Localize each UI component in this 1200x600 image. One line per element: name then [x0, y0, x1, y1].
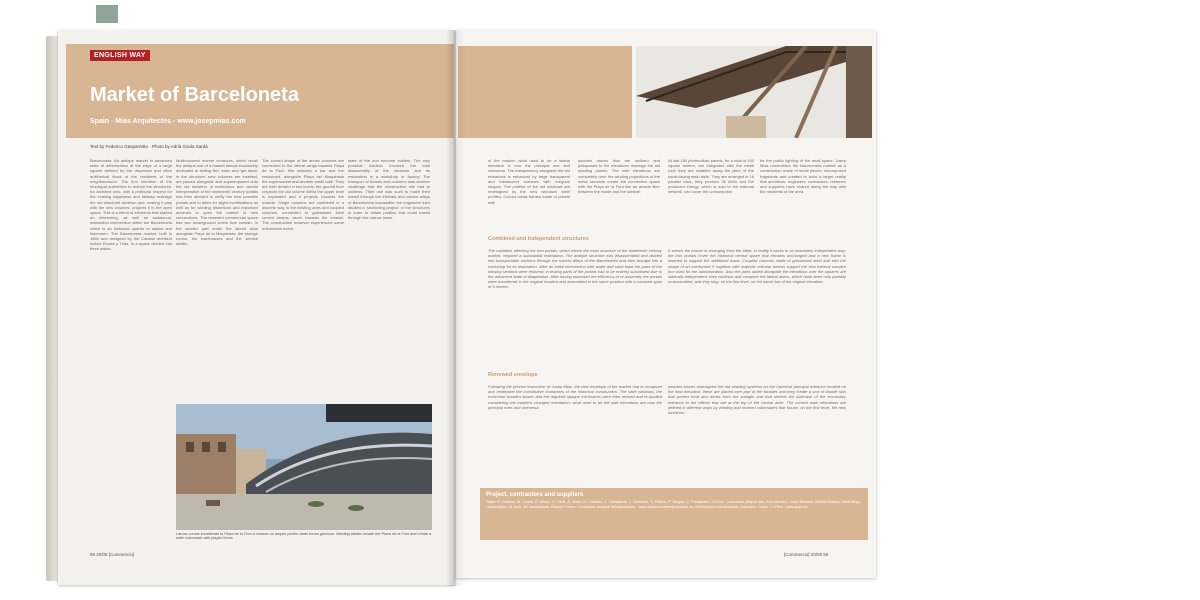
folio-right: [Commercio] 20/08 69 [784, 552, 829, 557]
supplier-title: Project, contractors and suppliers [486, 492, 584, 498]
section-heading-structures: Combined and independent structures [488, 236, 589, 242]
article-subtitle: Spain - Mias Arquitectes - www.josepmias.com [90, 118, 246, 125]
section-tag: ENGLISH WAY [90, 50, 150, 61]
article-title: Market of Barceloneta [90, 84, 299, 106]
text-column-6: wooden staves that are inclined and juxtaposed to the elevations redesign the old shading panels. The side elevations are completely new: the winding projections of the metal structure create the connective space with the Plaça de la Font like an arcade filter between the inside and the outside. [578, 158, 660, 195]
structures-text-left: The oxidation affecting the iron portals, which where the main structure of the nineteenth century market, required a substantial restoration. The antique structure was disassembled and divided into transportable sections through the narrow alleys of the Barceloneta and then brought into a workshop for its restoration. After an initial intervention with water and sand blast the parts of the missing sections were restored, in testing parts of the portals had to be entirely substituted due to the advanced state of dilapidation. After having assessed the efficiency of re-assembly the portals were transferred to the original location and assembled in the same position with a constant span of 5 meters. [488, 248, 662, 290]
photo-caption: Lamas curvas invadiendo la Plaza de la Font a crearan un amplio pórtico dado forma glociosa. Winding blades invade the Plaza de la Font and create a wide colonnade with playful forms [176, 532, 432, 540]
article-credit: Text by Federico Gasparretto · Photo by Adrià Goula Sardà [90, 144, 208, 149]
text-column-7: At last 180 photovoltaic panels, for a total of 150 square meters, are integrated with the metal roof: they are installed along the pitch of the south-facing main aisle. They are arranged in 18 parallel rows, they produce 35 kW/h and the produced energy, which is sold to the national network, can cover the consumption [668, 158, 754, 195]
market-photo-illustration [176, 404, 432, 530]
text-column-1: Barceloneta. An antique market in advanced state of deterioration at the edge of a large square defined by the dispersed and often antithetical flows of the residents of the neighbourhood. The firm intention of the municipal authorities to restore the structures. An architect who, with a profound respect for the existing happiness and fantasy redesign the old structural skeleton and, making it play with the new volumes, projects it in the open space. This is a blend of elements that started an interesting, as well as audacious, restoration intervention within the Barceloneta which is an historical quarter of sailors and fishermen. The Barceloneta market, built in 1884 and designed by the Catalan architect Antoni Rovira y Trias, is a space divided into three aisles. [90, 158, 172, 252]
structures-text-right: It seems the former is emerging from the latter, in reality it works in an absolutely independent way: the iron portals cover the historical central space that remains unchanged and a new frame is inserted to support the additional loads. Coupled columns made of galvanised steel and with the shape of an overturned V together with majestic reticular beams support the new internal wooden box used for the administration. Also the parts added alongside the elevations over the squares are statically independent: they continue and complete the lateral aisles, which have been only partially re-assembled, and they stop, on the first level, on the same line of the original elevation. [668, 248, 846, 285]
envelope-text-left: Following the precise instruction of Josep Mias, the new envelope of the market had to recapture and reinterpret the constitutive characters of the historical construction. The wide windows, the horizontal wooden staves and the required opaque enclosures were then revised and re-studied considering the market's changed orientation: what used to be the side elevations are now the principal ones and viceversa. [488, 384, 662, 410]
envelope-text-right: wooden staves redesigned the old shading systems on the historical principal entrance located on the east elevation; these are placed over part of the facades and they create a sort of double skin that protect food and drinks from the sunlight and that shields the staircase of the secondary entrance to the offices that are at the top of the central aisle. The current main elevations are defined in different ways by winding and inclined colonnades that house, on the first level, the new functions. [668, 384, 846, 416]
text-column-5: of the market: what used to be a lateral elevation is now the principal one and viceversa. The transparency alongside the old entrances is enhanced by large transparent and translucent surfaces with irregular shapes. The profiles of the old windows are redesigned by the new windows' steel profiles. Curved metal frames made of panels with [488, 158, 570, 205]
text-column-3: The curved shape of the annex volumes are connected to the lateral wings towards Plaça de la Font: this includes a bar and the restaurant, alongside Plaça del Maquinista the supermarket and another small café. They are both divided in two levels, the ground floor respects the old volume whilst the upper level is expanded and it projects towards the outside. Single columns are combined in a discrete way to the existing ones and coupled columns, connected to galvanised steel curved beams, storm towards the outside. The construction however experienced some unforeseen event. [262, 158, 344, 231]
text-column-8: for the public lighting of the retail space. Josep Mias remembers the Barceloneta market as a construction made of small pieces, recomposed fragments and created to build a larger reality that architects, engineers, contractors, restorers and suppliers have shared along the way with the residents of the area. [760, 158, 846, 195]
supplier-text: Team: A. Toulese, M. Cases, E. Alfonz, D. Hells, A. Velas, N. Cantallo, J. Carballeda, C. Martinez, S. Ribera, P. Vargas, D. Fernandez, S.Rock. Consultant: Miquel Alio, Ana Navarro, Josef Miramis, BOMA Bruiers, Studi Mogu i Associates, J4 Jock, 3B Installations. Ramon Forres. Contractor: Arciane Infrastructures - www.acciona-infraestructuras.es; Mechanical and electrical: Gonzalez. Solar: J.J.Pina - www.gaia.es [486, 500, 861, 509]
folio-left: 68 20/08 [Commercio] [90, 552, 135, 557]
section-heading-envelope: Renewed envelope [488, 372, 538, 378]
roof-photo [636, 46, 872, 138]
right-header-band [458, 46, 632, 138]
market-photo [176, 404, 432, 530]
supplier-box [480, 488, 868, 540]
spine-gutter [446, 30, 466, 586]
bookmark-ribbon [96, 5, 118, 23]
roof-photo-illustration [636, 46, 872, 138]
text-column-2: Multicoloured marine creatures, which recall the antique use of a market almost exclusively dedicated at selling fish, swim and 'get stuck' in the structure: new volumes are inserted, are placed alongside and superimposed onto the old skeleton. A meticulous and careful interpretation of the nineteenth century portals has then allowed to verify the new possible portals and to allow for slight modifications as well as for winding distortions and important annexes to open the market to new connections. The renewed commercial space has two underground levels that contain, in the smaller part under the lateral aisle alongside Plaça de la Maquinista, the storage rooms, the warehouses and the service shafts. [176, 158, 258, 247]
text-column-4: state of the iron become evident. The only possible solution involved the total disassembly of the structure and its restoration in a workshop or factory. The transport of beams and columns was another challenge that the construction site had to address. Their use was such to make their transit through the intricate and narrow alleys of Barceloneta impossible; the engineers then studied a 'sectioning project' of the structures in order to obtain profiles that could transit through the narrow lanes. [348, 158, 430, 221]
